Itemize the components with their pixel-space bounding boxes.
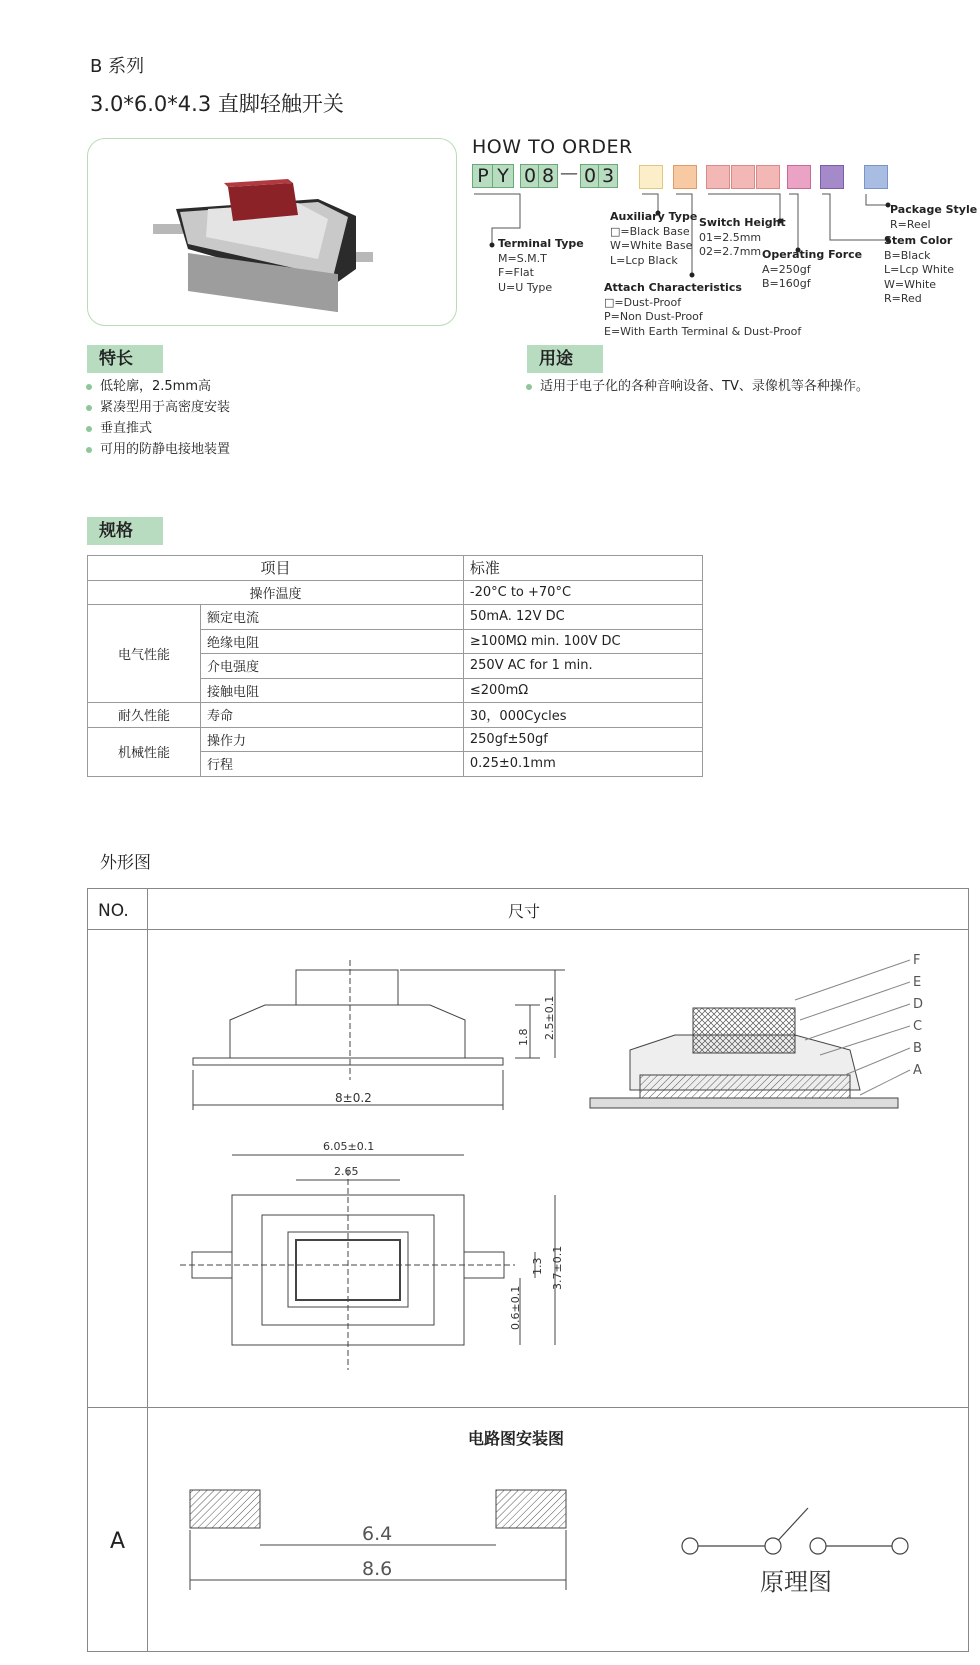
- spec-item: 操作力: [201, 727, 464, 752]
- dim-w2: 2.65: [334, 1165, 359, 1178]
- spec-item: 操作温度: [88, 580, 464, 605]
- stem-line: L=Lcp White: [884, 263, 954, 276]
- pad-inner-dim: 6.4: [362, 1523, 393, 1545]
- spec-item: 行程: [201, 752, 464, 777]
- spec-tag: 规格: [87, 517, 163, 545]
- top-view: [180, 1155, 555, 1370]
- attach-title: Attach Characteristics: [604, 281, 742, 294]
- spec-value: 250gf±50gf: [463, 727, 702, 752]
- height-line: 01=2.5mm: [699, 230, 762, 244]
- code-char: Y: [492, 164, 514, 188]
- feature-text: 垂直推式: [100, 421, 153, 436]
- package-style-title: Package Style: [890, 203, 978, 216]
- stem-line: R=Red: [884, 292, 922, 305]
- terminal-line: F=Flat: [498, 266, 534, 279]
- spec-value: 50mA. 12V DC: [463, 605, 702, 630]
- attach-line: □=Dust-Proof: [604, 295, 682, 309]
- spec-item: 介电强度: [201, 654, 464, 679]
- force-line: A=250gf: [762, 262, 811, 276]
- spec-group: 机械性能: [88, 727, 201, 776]
- auxiliary-line: W=White Base: [610, 239, 693, 252]
- code-char: 3: [598, 164, 618, 188]
- layer-label: F: [913, 953, 921, 968]
- dim-w1: 6.05±0.1: [323, 1140, 375, 1153]
- layer-label: B: [913, 1041, 922, 1056]
- row-label-a: A: [110, 1529, 126, 1554]
- dim-v1: 1.3: [531, 1257, 544, 1275]
- code-char: P: [472, 164, 494, 188]
- features-tag: 特长: [87, 345, 163, 373]
- spec-header-item: 项目: [88, 556, 464, 581]
- stem-line: W=White: [884, 277, 937, 291]
- layer-labels: [913, 953, 923, 1078]
- dim-v3: 0.6±0.1: [509, 1285, 522, 1330]
- auxiliary-type-title: Auxiliary Type: [610, 210, 698, 223]
- spec-value: ≥100MΩ min. 100V DC: [463, 629, 702, 654]
- spec-value: 30，000Cycles: [463, 703, 702, 728]
- spec-header-standard: 标准: [463, 556, 702, 581]
- package-line: R=Reel: [890, 217, 931, 231]
- layer-label: C: [913, 1019, 923, 1034]
- operating-force-title: Operating Force: [762, 248, 863, 261]
- stem-color-title: Stem Color: [884, 234, 953, 247]
- series-title: B 系列: [90, 56, 145, 77]
- usage-text: 适用于电子化的各种音响设备、TV、录像机等各种操作。: [540, 379, 869, 394]
- model-title: 3.0*6.0*4.3 直脚轻触开关: [90, 92, 344, 116]
- dim-width: 8±0.2: [335, 1091, 372, 1105]
- code-dash: —: [560, 163, 578, 184]
- stem-line: B=Black: [884, 248, 931, 262]
- spec-item: 接触电阻: [201, 678, 464, 703]
- how-to-order-title: HOW TO ORDER: [472, 136, 633, 158]
- spec-value: -20°C to +70°C: [463, 580, 702, 605]
- circuit-title: 电路图安装图: [468, 1429, 565, 1448]
- spec-item: 额定电流: [201, 605, 464, 630]
- feature-text: 紧凑型用于高密度安装: [100, 400, 231, 415]
- dim-v2: 3.7±0.1: [551, 1245, 564, 1290]
- spec-item: 寿命: [201, 703, 464, 728]
- attach-line: P=Non Dust-Proof: [604, 310, 703, 323]
- spec-group: 耐久性能: [88, 703, 201, 728]
- spec-value: ≤200mΩ: [463, 678, 702, 703]
- terminal-line: U=U Type: [498, 280, 553, 294]
- code-char: 8: [538, 164, 558, 188]
- schematic: [682, 1508, 908, 1554]
- code-char: 0: [580, 164, 600, 188]
- terminal-line: M=S.M.T: [498, 251, 547, 265]
- auxiliary-line: L=Lcp Black: [610, 253, 678, 267]
- attach-line: E=With Earth Terminal & Dust-Proof: [604, 324, 802, 338]
- side-view: [193, 960, 565, 1110]
- pad-outer-dim: 8.6: [362, 1558, 393, 1580]
- layer-label: E: [913, 975, 922, 990]
- dim-h2: 2.5±0.1: [543, 995, 556, 1040]
- schematic-label: 原理图: [760, 1568, 832, 1596]
- layer-label: A: [913, 1063, 922, 1078]
- section-view: [590, 960, 910, 1108]
- code-char: 0: [520, 164, 540, 188]
- outline-title: 外形图: [100, 853, 151, 873]
- outline-col-dim: 尺寸: [508, 902, 541, 921]
- layer-label: D: [913, 997, 924, 1012]
- dim-h1: 1.8: [517, 1028, 530, 1046]
- usage-tag: 用途: [527, 345, 603, 373]
- outline-col-no: NO.: [98, 901, 129, 921]
- spec-value: 250V AC for 1 min.: [463, 654, 702, 679]
- terminal-type-title: Terminal Type: [498, 237, 584, 250]
- spec-value: 0.25±0.1mm: [463, 752, 702, 777]
- height-line: 02=2.7mm: [699, 245, 762, 258]
- feature-text: 低轮廓，2.5mm高: [100, 379, 212, 394]
- force-line: B=160gf: [762, 277, 811, 290]
- feature-text: 可用的防静电接地装置: [100, 442, 231, 457]
- auxiliary-line: □=Black Base: [610, 224, 690, 238]
- switch-height-title: Switch Height: [699, 216, 786, 229]
- spec-item: 绝缘电阻: [201, 629, 464, 654]
- spec-group: 电气性能: [88, 605, 201, 703]
